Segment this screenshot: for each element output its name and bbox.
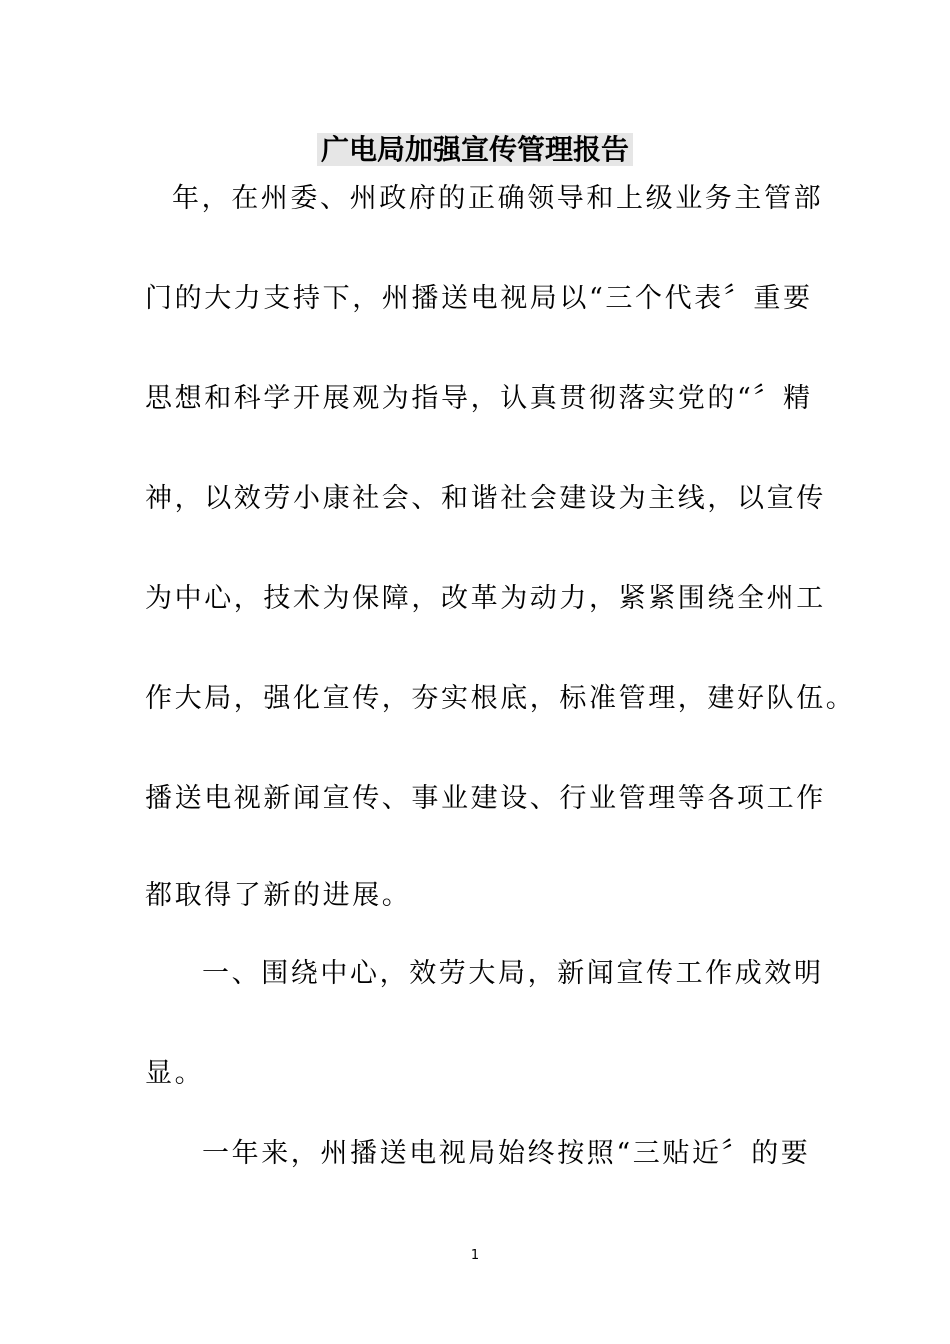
body-line: 都取得了新的进展。 bbox=[145, 880, 412, 911]
section-heading-line: 一、围绕中心，效劳大局，新闻宣传工作成效明 bbox=[202, 958, 824, 989]
body-line: 门的大力支持下，州播送电视局以“三个代表〞重要 bbox=[145, 283, 813, 314]
section-heading-line: 显。 bbox=[145, 1058, 205, 1089]
body-line: 播送电视新闻宣传、事业建设、行业管理等各项工作 bbox=[145, 783, 826, 814]
body-line: 作大局，强化宣传，夯实根底，标准管理，建好队伍。 bbox=[145, 683, 856, 714]
document-title bbox=[0, 128, 950, 172]
body-line: 年，在州委、州政府的正确领导和上级业务主管部 bbox=[172, 183, 824, 214]
body-line: 思想和科学开展观为指导，认真贯彻落实党的“〞精 bbox=[145, 383, 813, 414]
document-title-text: 广电局加强宣传管理报告 bbox=[317, 133, 633, 166]
body-line: 为中心，技术为保障，改革为动力，紧紧围绕全州工 bbox=[145, 583, 826, 614]
body-line: 一年来，州播送电视局始终按照“三贴近〞的要 bbox=[202, 1138, 811, 1169]
page-number: 1 bbox=[470, 1248, 480, 1263]
body-line: 神，以效劳小康社会、和谐社会建设为主线，以宣传 bbox=[145, 483, 826, 514]
